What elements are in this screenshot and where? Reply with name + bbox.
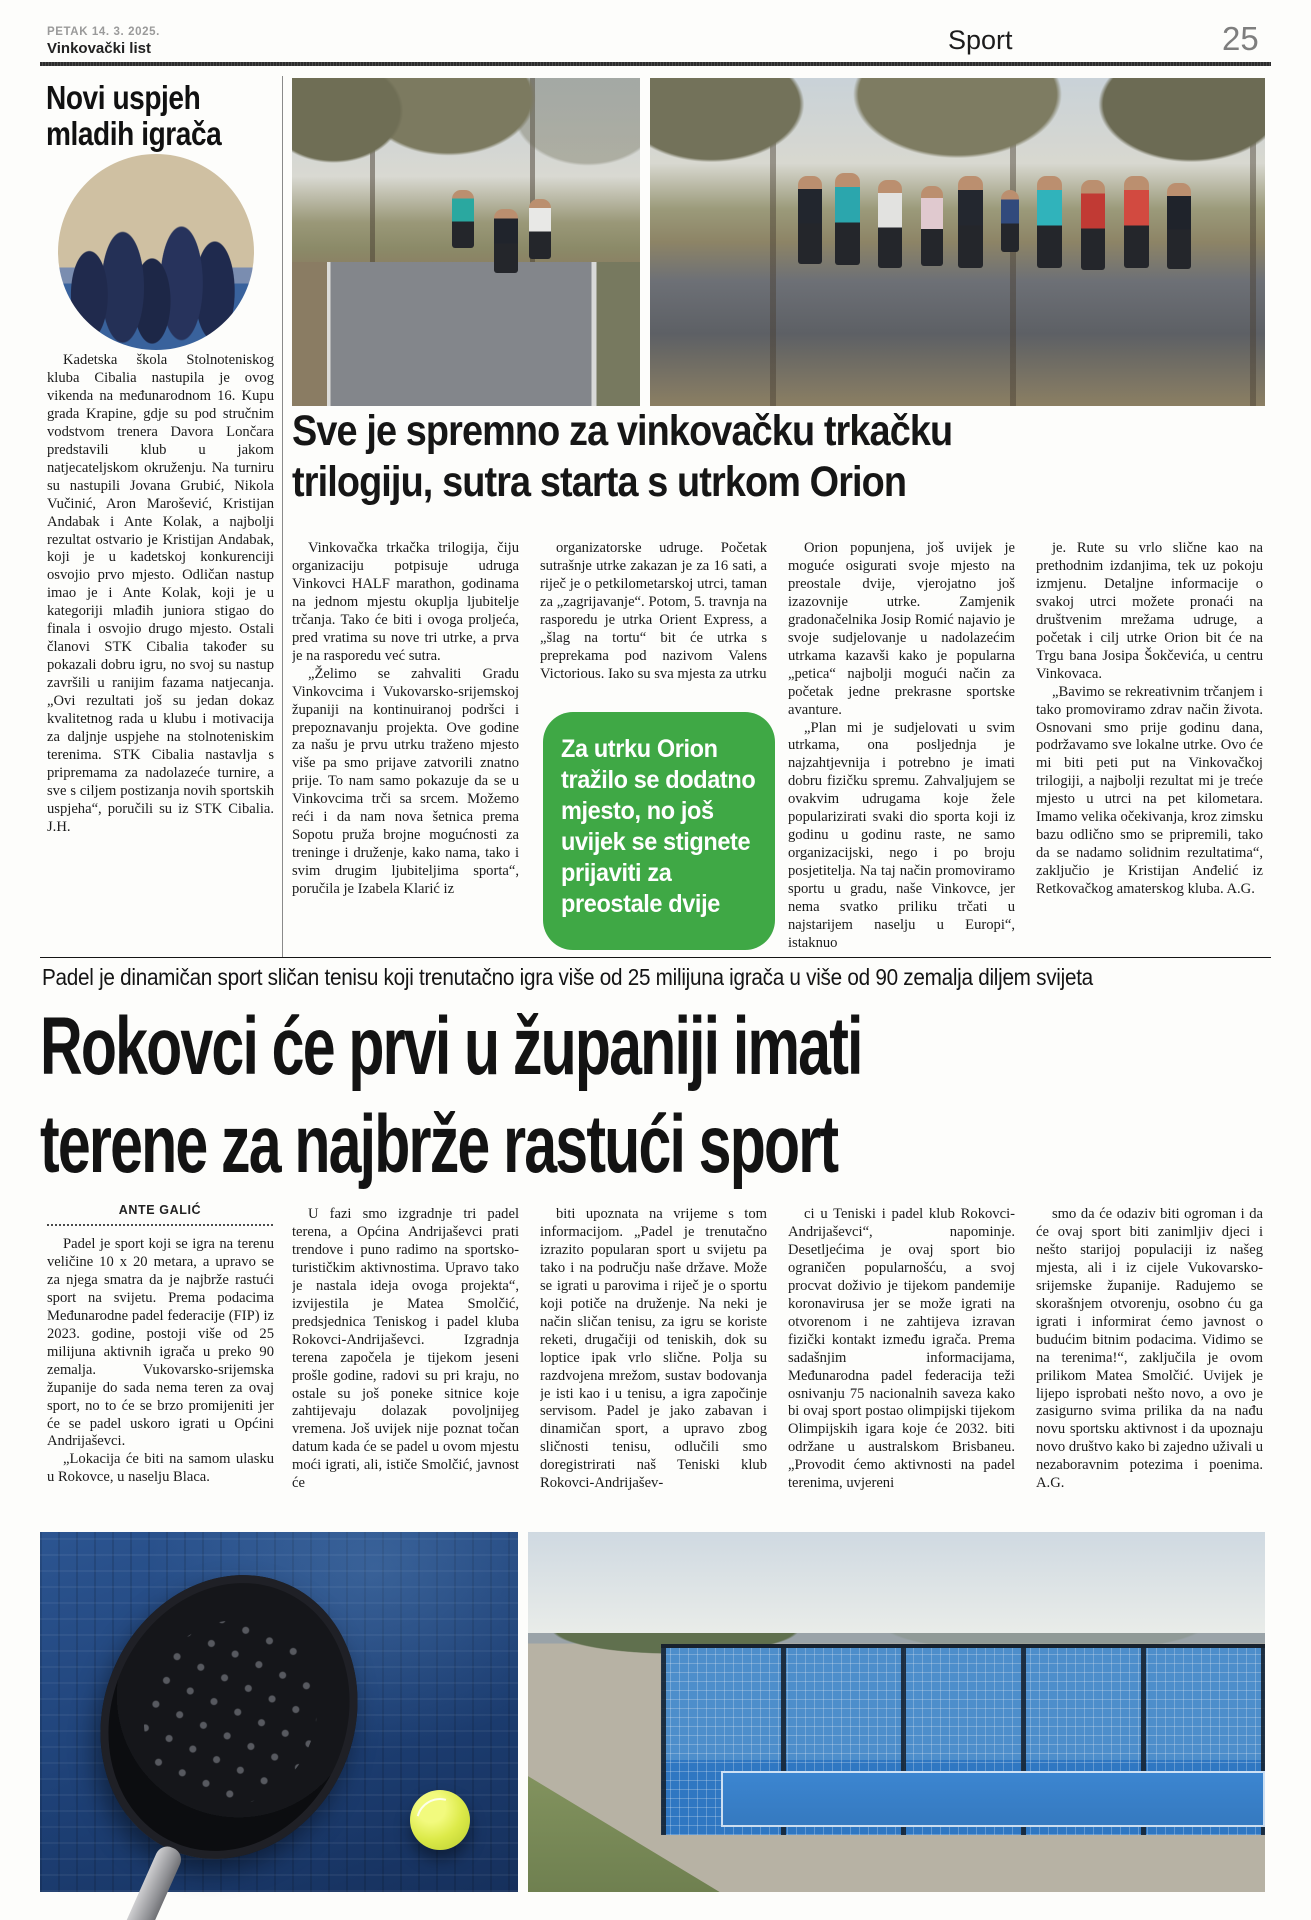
padel-headline-line2: terene za najbrže rastući sport <box>40 1099 838 1190</box>
byline-rule <box>47 1224 273 1226</box>
side-article-team-photo <box>58 154 254 350</box>
header-rule <box>40 62 1271 66</box>
person-figure <box>1167 183 1191 269</box>
page-number: 25 <box>1222 20 1259 57</box>
padel-racket-photo <box>40 1532 518 1892</box>
padel-racket <box>56 1534 402 1901</box>
padel-column-3: biti upoznata na vrijeme s tom informacijom. „Padel je trenutačno izrazito popularan sport u svijetu pa tako i na području naše države. Može se igrati u parovima i riječ je o sportu koji potiče na druženje. Na neki je način sličan tenisu, za igru se koriste reketi, drugačiji od teniskih, dok su loptice ipak vrlo slične. Polja su razdvojena mrežom, sustav bodovanja je isti kao i u tenisu, a igra započinje servisom. Padel je jako zabavan i dinamičan sport, a upravo zbog sličnosti tenisu, odlučili smo doregistrirati naš Teniski klub Rokovci-Andrijašev- <box>540 1206 767 1492</box>
padel-headline-line1: Rokovci će prvi u županiji imati <box>40 1001 862 1092</box>
main-headline-line2: trilogiju, sutra starta s utrkom Orion <box>292 458 907 506</box>
pull-quote-box <box>543 712 775 950</box>
racket-handle <box>112 1843 185 1920</box>
pull-quote-text: Za utrku Orion tražilo se dodatno mjesto, no još uvijek se stignete prijaviti za preostale dvije <box>561 735 756 918</box>
runners-photo-right <box>650 78 1265 406</box>
padel-court-floor <box>721 1771 1265 1827</box>
main-article-column-3: Orion popunjena, još uvijek je moguće osigurati svoje mjesto na preostale dvije, vjerojatno još izazovnije utrke. Zamjenik gradonačelnika Josip Romić najavio je svoje sudjelovanje u nadolazećim utrkama kazavši kako je popularna „petica“ najbolji mogući način za početak jedne prekrasne sportske avanture. „Plan mi je sudjelovati u svim utrkama, ona posljednja je najzahtjevnija i potrebno je imati dobru fizičku spremu. Zahvaljujem se ovakvim udrugama koje žele popularizirati svaki dio sporta koji iz godinu u godinu raste, ne samo organizacijski, nego i po broju posjetitelja. Na taj način promoviramo sportu u gradu, naše Vinkovce, jer nema svatko priliku trčati u najstarijem naselju u Europi“, istaknuo <box>788 540 1015 951</box>
person-figure <box>921 186 943 266</box>
padel-column-5: smo da će odaziv biti ogroman i da će ovaj sport biti zanimljiv djeci i nešto starijoj populaciji iz našeg mjesta, ali i iz cijele Vukovarsko-srijemske županije. Radujemo se skorašnjem otvorenju, osobno ću ga igrati i informirat ćemo javnost o budućim bitnim podacima. Vidimo se na terenima!“, zaključila je ovom prilikom Matea Smolčić. Uvijek je lijepo isprobati nešto novo, a ovo je zasigurno svima prilika da na nađu novu sportsku aktivnost i da upoznaju novo društvo kako bi zajedno uživali u nezaboravnim potezima i poenima. A.G. <box>1036 1206 1263 1492</box>
person-figure <box>1124 176 1149 268</box>
main-article-column-2: organizatorske udruge. Početak sutrašnje utrke zakazan je za 16 sati, a riječ je o petkilometarskoj utrci, taman za „zagrijavanje“. Potom, 5. travnja na rasporedu je utrka Orient Express, a „šlag na tortu“ bit će utrka s preprekama pod nazivom Valens Victorious. Iako su sva mjesta za utrku <box>540 540 767 682</box>
section-divider <box>40 957 1271 958</box>
padel-court-fence <box>661 1644 1265 1835</box>
running-path <box>292 262 640 406</box>
side-article-title-line1: Novi uspjeh <box>46 79 201 116</box>
person-figure <box>958 176 983 268</box>
main-headline-line1: Sve je spremno za vinkovačku trkačku <box>292 407 953 455</box>
padel-kicker: Padel je dinamičan sport sličan tenisu koji trenutačno igra više od 25 milijuna igrača u više od 90 zemalja diljem svijeta <box>42 964 1093 990</box>
padel-column-1: Padel je sport koji se igra na terenu veličine 10 x 20 metara, a upravo se za njega smatra da je najbrže rastući sport na svijetu. Prema podacima Međunarodne padel federacije (FIP) iz 2023. godine, postoji više od 25 milijuna aktivnih igrača u preko 90 zemalja. Vukovarsko-srijemska županije do sada nema teren za ovaj sport, no to će se brzo promijeniti jer će se padel uskoro igrati u Općini Andrijaševci. „Lokacija će biti na samom ulasku u Rokovce, u naselju Blaca. <box>47 1236 274 1486</box>
person-figure <box>878 180 902 268</box>
column-divider <box>282 76 283 957</box>
side-article-body: Kadetska škola Stolnoteniskog kluba Cibalia nastupila je ovog vikenda na međunarodnom 16. Kupu grada Krapine, gdje su pod stručnim vodstvom trenera Davora Lončara predstavili klub u jakom natjecateljskom okruženju. Na turniru su nastupili Jovana Grubić, Nikola Vučinić, Aron Marošević, Kristijan Andabak i Ante Kolak, a najbolji rezultat ostvario je Kristijan Andabak, koji je u kadetskoj konkurenciji osvojio prvo mjesto. Odličan nastup imao je i Ante Kolak, koji je u kategoriji mlađih juniora stigao do finala i osvojio drugo mjesto. Ostali članovi STK Cibalia također su pokazali dobru igru, no svoj su nastup završili u ranijim fazama natjecanja. „Ovi rezultati još su jedan dokaz kvalitetnog rada u klubu i motivacija za daljnje uspjehe na stolnoteniskim terenima. STK Cibalia nastavlja s pripremama za nadolazeće turnire, a sve s ciljem postizanja novih sportskih uspjeha“, poručili su iz STK Cibalia. J.H. <box>47 352 274 835</box>
person-figure <box>452 190 474 248</box>
person-figure <box>1037 176 1062 268</box>
padel-column-4: ci u Teniski i padel klub Rokovci-Andrijaševci“, napominje. Desetljećima je ovaj sport bio ograničen popularnošću, a svoj procvat doživio je tijekom pandemije koronavirusa jer se može igrati na otvorenom i ne zahtijeva izravan fizički kontakt između igrača. Prema sadašnjim informacijama, Međunarodna padel federacija teži osnivanju 75 nacionalnih saveza kako bi ovaj sport postao olimpijski tijekom Olimpijskih igara koje će 2032. biti održane u australskom Brisbaneu. „Provodit ćemo aktivnosti na padel terenima, uvjereni <box>788 1206 1015 1492</box>
padel-column-2: U fazi smo izgradnje tri padel terena, a Općina Andrijaševci prati trendove i puno radimo na sportsko-turističkim aktivnostima. Upravo tako je nastala ideja ovoga projekta“, izvijestila je Matea Smolčić, predsjednica Teniskog i padel kluba Rokovci-Andrijaševci. Izgradnja terena započela je tijekom jeseni prošle godine, radovi su pri kraju, no ostale su još poneke sitnice koje zahtijevaju dolazak povoljnijeg vremena. Još uvijek nije poznat točan datum kada će se padel u ovom mjestu moći igrati, ali, ističe Smolčić, javnost će <box>292 1206 519 1492</box>
padel-courts-photo <box>528 1532 1265 1892</box>
side-article-title-line2: mladih igrača <box>46 115 222 152</box>
runners-photo-left <box>292 78 640 406</box>
racket-holes <box>114 1592 347 1835</box>
person-figure <box>529 199 551 259</box>
main-article-column-4: je. Rute su vrlo slične kao na prethodnim izdanjima, tek uz pokoju izmjenu. Detaljne informacije o svakoj utrci možete pronaći na društvenim mrežama udruge, a početak i cilj utrke Orion bit će na Trgu bana Josipa Šokčevića, u centru Vinkovaca. „Bavimo se rekreativnim trčanjem i tako promoviramo zdrav način života. Osnovani smo prije godinu dana, podržavamo sve lokalne utrke. Ovo će mi biti peti put na Vinkovačkoj trilogiji, a najbolji rezultat mi je treće mjesto u utrci na pet kilometara. Imamo velika očekivanja, kroz zimsku bazu odlično smo se pripremili, tako da se nadamo solidnim rezultatima“, zaključio je Kristijan Anđelić iz Retkovačkog amaterskog kluba. A.G. <box>1036 540 1263 898</box>
person-figure <box>798 176 822 264</box>
side-article-title <box>46 80 284 152</box>
header-date: PETAK 14. 3. 2025. <box>47 26 160 38</box>
publication-name: Vinkovački list <box>47 40 151 57</box>
person-figure <box>494 209 518 273</box>
person-figure <box>1001 190 1019 252</box>
main-article-column-1: Vinkovačka trkačka trilogija, čiju organizaciju potpisuje udruga Vinkovci HALF marathon, godinama na jednom mjestu okuplja ljubitelje trčanja. Tako će biti i ovoga proljeća, pred vratima su nove tri utrke, a prva je na rasporedu već sutra. „Želimo se zahvaliti Gradu Vinkovcima i Vukovarsko-srijemskoj županiji na kontinuiranoj podršci i prepoznavanju projekta. Ove godine za našu je prvu utrku traženo mjesto više pa smo prijave zatvorili znatno prije. To nam samo pokazuje da se u Vinkovcima trči sa srcem. Možemo reći i da nam nova šetnica prema Sopotu pruža brojne mogućnosti za treninge i druženje, kako nama, tako i svim drugim ljubiteljima sporta“, poručila je Izabela Klarić iz <box>292 540 519 898</box>
person-figure <box>835 173 860 265</box>
byline: ANTE GALIĆ <box>118 1203 202 1217</box>
person-figure <box>1081 180 1105 270</box>
tennis-ball <box>410 1790 470 1850</box>
section-label: Sport <box>948 25 1013 55</box>
